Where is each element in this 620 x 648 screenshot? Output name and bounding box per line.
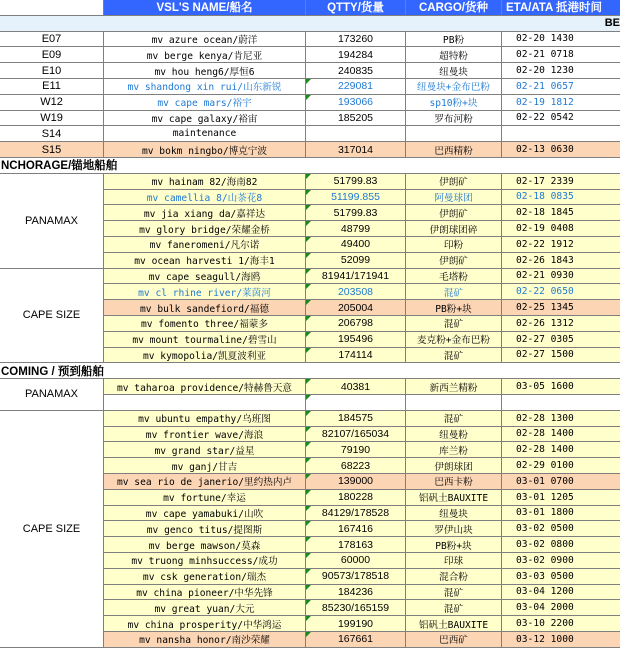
cargo-cell[interactable]: 印球 bbox=[406, 553, 502, 569]
eta-cell[interactable]: 02-28 1300 bbox=[502, 411, 620, 427]
eta-cell[interactable]: 02-19 0408 bbox=[502, 221, 620, 237]
quantity-cell[interactable]: 206798 bbox=[306, 316, 406, 332]
berth-code-cell[interactable]: E09 bbox=[0, 47, 104, 63]
eta-cell[interactable] bbox=[502, 395, 620, 411]
cargo-cell[interactable]: 混矿 bbox=[406, 600, 502, 616]
eta-cell[interactable]: 02-26 1843 bbox=[502, 253, 620, 269]
quantity-cell[interactable]: 173260 bbox=[306, 32, 406, 48]
vessel-name-cell[interactable]: mv mount tourmaline/碧雪山 bbox=[104, 332, 306, 348]
eta-cell[interactable]: 02-19 1812 bbox=[502, 95, 620, 111]
cargo-cell[interactable]: 新西兰精粉 bbox=[406, 379, 502, 395]
vessel-name-cell[interactable]: mv taharoa providence/特赫鲁天意 bbox=[104, 379, 306, 395]
quantity-cell[interactable]: 178163 bbox=[306, 537, 406, 553]
vessel-name-cell[interactable]: mv bulk sandefiord/福德 bbox=[104, 300, 306, 316]
quantity-cell[interactable]: 180228 bbox=[306, 490, 406, 506]
comment-indicator-icon bbox=[306, 474, 311, 479]
eta-cell[interactable]: 03-03 0500 bbox=[502, 569, 620, 585]
eta-cell[interactable]: 02-20 1230 bbox=[502, 63, 620, 79]
vessel-name-cell[interactable]: mv hainam 82/海南82 bbox=[104, 174, 306, 190]
vessel-name-cell[interactable]: mv hou heng6/厚恒6 bbox=[104, 63, 306, 79]
quantity-cell[interactable]: 40381 bbox=[306, 379, 406, 395]
anchorage-section-header-label[interactable]: NCHORAGE/锚地船舶 bbox=[0, 158, 620, 174]
eta-cell[interactable]: 03-01 0700 bbox=[502, 474, 620, 490]
eta-cell[interactable]: 03-12 1000 bbox=[502, 632, 620, 648]
berth-code-cell[interactable]: S15 bbox=[0, 142, 104, 158]
comment-indicator-icon bbox=[306, 379, 311, 384]
eta-cell[interactable]: 02-22 1912 bbox=[502, 237, 620, 253]
eta-cell[interactable]: 02-21 0657 bbox=[502, 79, 620, 95]
eta-cell[interactable]: 02-27 0305 bbox=[502, 332, 620, 348]
berth-band-label[interactable]: BE bbox=[0, 16, 620, 32]
berth-code-cell[interactable]: E10 bbox=[0, 63, 104, 79]
vessel-name-cell[interactable]: mv camellia 8/山茶花8 bbox=[104, 190, 306, 206]
eta-cell[interactable]: 03-02 0800 bbox=[502, 537, 620, 553]
quantity-cell[interactable]: 193066 bbox=[306, 95, 406, 111]
eta-cell[interactable]: 02-13 0630 bbox=[502, 142, 620, 158]
eta-cell[interactable] bbox=[502, 126, 620, 142]
comment-indicator-icon bbox=[306, 521, 311, 526]
quantity-cell[interactable]: 51799.83 bbox=[306, 174, 406, 190]
vessel-name-cell[interactable]: mv ubuntu empathy/乌班图 bbox=[104, 411, 306, 427]
vessel-name-cell[interactable]: mv berge mawson/莫森 bbox=[104, 537, 306, 553]
vessel-name-cell[interactable]: mv shandong xin rui/山东新锐 bbox=[104, 79, 306, 95]
quantity-cell[interactable]: 199190 bbox=[306, 616, 406, 632]
vessel-name-cell[interactable]: mv glory bridge/荣耀金桥 bbox=[104, 221, 306, 237]
quantity-cell[interactable]: 167416 bbox=[306, 521, 406, 537]
cargo-cell[interactable]: 库兰粉 bbox=[406, 442, 502, 458]
cargo-cell[interactable]: 伊朗矿 bbox=[406, 205, 502, 221]
comment-indicator-icon bbox=[306, 537, 311, 542]
quantity-cell[interactable]: 48799 bbox=[306, 221, 406, 237]
comment-indicator-icon bbox=[306, 490, 311, 495]
eta-cell[interactable]: 03-05 1600 bbox=[502, 379, 620, 395]
cargo-cell[interactable]: 伊朗矿 bbox=[406, 174, 502, 190]
comment-indicator-icon bbox=[306, 284, 311, 289]
eta-cell[interactable]: 03-01 1205 bbox=[502, 490, 620, 506]
comment-indicator-icon bbox=[306, 332, 311, 337]
quantity-cell[interactable]: 60000 bbox=[306, 553, 406, 569]
vessel-name-cell[interactable]: mv jia xiang da/嘉祥达 bbox=[104, 205, 306, 221]
berth-row bbox=[0, 142, 620, 158]
berth-row bbox=[0, 126, 620, 142]
quantity-cell[interactable]: 205004 bbox=[306, 300, 406, 316]
comment-indicator-icon bbox=[306, 442, 311, 447]
cargo-cell[interactable]: PB粉+块 bbox=[406, 300, 502, 316]
cargo-cell[interactable]: 阿曼球团 bbox=[406, 190, 502, 206]
quantity-cell[interactable]: 184575 bbox=[306, 411, 406, 427]
category-label: CAPE SIZE bbox=[0, 269, 104, 364]
cargo-cell[interactable]: 纽曼块 bbox=[406, 506, 502, 522]
quantity-cell[interactable]: 203508 bbox=[306, 284, 406, 300]
cargo-cell[interactable]: 混矿 bbox=[406, 316, 502, 332]
berth-code-cell[interactable]: E07 bbox=[0, 32, 104, 48]
berth-row bbox=[0, 32, 620, 48]
eta-cell[interactable]: 02-22 0542 bbox=[502, 111, 620, 127]
comment-indicator-icon bbox=[306, 316, 311, 321]
berth-code-cell[interactable]: W19 bbox=[0, 111, 104, 127]
quantity-cell[interactable]: 49400 bbox=[306, 237, 406, 253]
quantity-cell[interactable]: 194284 bbox=[306, 47, 406, 63]
comment-indicator-icon bbox=[306, 411, 311, 416]
comment-indicator-icon bbox=[306, 253, 311, 258]
header-quantity[interactable]: QTTY/货量 bbox=[306, 0, 406, 16]
eta-cell[interactable]: 02-18 0835 bbox=[502, 190, 620, 206]
header-row bbox=[0, 0, 620, 16]
quantity-cell[interactable]: 184236 bbox=[306, 585, 406, 601]
cargo-cell[interactable] bbox=[406, 395, 502, 411]
cargo-cell[interactable]: 超特粉 bbox=[406, 47, 502, 63]
vessel-name-cell[interactable]: mv bokm ningbo/博克宁波 bbox=[104, 142, 306, 158]
berth-row bbox=[0, 111, 620, 127]
vessel-name-cell[interactable]: mv azure ocean/蔚洋 bbox=[104, 32, 306, 48]
incoming-section-header-label[interactable]: COMING / 预到船舶 bbox=[0, 363, 620, 379]
vessel-name-cell[interactable]: mv csk generation/瑞杰 bbox=[104, 569, 306, 585]
comment-indicator-icon bbox=[306, 600, 311, 605]
incoming-section-header bbox=[0, 363, 620, 379]
eta-cell[interactable]: 03-04 1200 bbox=[502, 585, 620, 601]
cargo-cell[interactable]: 毛塔粉 bbox=[406, 269, 502, 285]
vessel-name-cell[interactable] bbox=[104, 395, 306, 411]
quantity-cell[interactable]: 317014 bbox=[306, 142, 406, 158]
vessel-name-cell[interactable]: mv berge kenya/肯尼亚 bbox=[104, 47, 306, 63]
category-label: PANAMAX bbox=[0, 174, 104, 269]
eta-cell[interactable]: 03-04 2000 bbox=[502, 600, 620, 616]
comment-indicator-icon bbox=[306, 269, 311, 274]
comment-indicator-icon bbox=[306, 395, 311, 400]
vessel-name-cell[interactable]: mv cape galaxy/裕宙 bbox=[104, 111, 306, 127]
comment-indicator-icon bbox=[306, 300, 311, 305]
vessel-name-cell[interactable]: mv truong minhsuccess/成功 bbox=[104, 553, 306, 569]
berth-code-cell[interactable]: W12 bbox=[0, 95, 104, 111]
cargo-cell[interactable]: 麦克粉+金布巴粉 bbox=[406, 332, 502, 348]
quantity-cell[interactable]: 51199.855 bbox=[306, 190, 406, 206]
comment-indicator-icon bbox=[306, 79, 311, 84]
berth-section-band bbox=[0, 16, 620, 32]
quantity-cell[interactable]: 229081 bbox=[306, 79, 406, 95]
eta-cell[interactable]: 02-22 0650 bbox=[502, 284, 620, 300]
header-blank-cell[interactable] bbox=[0, 0, 104, 16]
berth-code-cell[interactable]: S14 bbox=[0, 126, 104, 142]
vessel-name-cell[interactable]: mv kymopolia/凯夏波利亚 bbox=[104, 348, 306, 364]
berth-code-cell[interactable]: E11 bbox=[0, 79, 104, 95]
comment-indicator-icon bbox=[306, 616, 311, 621]
eta-cell[interactable]: 02-28 1400 bbox=[502, 427, 620, 443]
berth-row bbox=[0, 95, 620, 111]
vessel-name-cell[interactable]: mv grand star/益星 bbox=[104, 442, 306, 458]
cargo-cell[interactable]: 罗伊山块 bbox=[406, 521, 502, 537]
cargo-cell[interactable]: 混矿 bbox=[406, 284, 502, 300]
cargo-cell[interactable]: 混合粉 bbox=[406, 569, 502, 585]
vessel-name-cell[interactable]: mv fomento three/福蒙多 bbox=[104, 316, 306, 332]
comment-indicator-icon bbox=[306, 427, 311, 432]
cargo-cell[interactable]: 巴西卡粉 bbox=[406, 474, 502, 490]
eta-cell[interactable]: 03-02 0500 bbox=[502, 521, 620, 537]
comment-indicator-icon bbox=[306, 458, 311, 463]
vessel-name-cell[interactable]: mv fortune/幸运 bbox=[104, 490, 306, 506]
comment-indicator-icon bbox=[306, 95, 311, 100]
comment-indicator-icon bbox=[306, 585, 311, 590]
comment-indicator-icon bbox=[306, 237, 311, 242]
eta-cell[interactable]: 02-27 1500 bbox=[502, 348, 620, 364]
eta-cell[interactable]: 02-18 1845 bbox=[502, 205, 620, 221]
vessel-name-cell[interactable]: mv frontier wave/海浪 bbox=[104, 427, 306, 443]
vessel-name-cell[interactable]: mv cape mars/裕宇 bbox=[104, 95, 306, 111]
vessel-name-cell[interactable]: mv cl rhine river/莱茵河 bbox=[104, 284, 306, 300]
cargo-cell[interactable]: 纽曼块+金布巴粉 bbox=[406, 79, 502, 95]
cargo-cell[interactable]: 铝矾土BAUXITE bbox=[406, 490, 502, 506]
vessel-name-cell[interactable]: mv china prosperity/中华鸿运 bbox=[104, 616, 306, 632]
anchorage-section-header bbox=[0, 158, 620, 174]
cargo-cell[interactable]: sp10粉+块 bbox=[406, 95, 502, 111]
eta-cell[interactable]: 02-29 0100 bbox=[502, 458, 620, 474]
cargo-cell[interactable]: 混矿 bbox=[406, 585, 502, 601]
comment-indicator-icon bbox=[306, 553, 311, 558]
category-label: PANAMAX bbox=[0, 379, 104, 411]
eta-cell[interactable]: 02-21 0930 bbox=[502, 269, 620, 285]
quantity-cell[interactable]: 167661 bbox=[306, 632, 406, 648]
cargo-cell[interactable]: 混矿 bbox=[406, 348, 502, 364]
eta-cell[interactable]: 02-21 0718 bbox=[502, 47, 620, 63]
vessel-name-cell[interactable]: mv nansha honor/南沙荣耀 bbox=[104, 632, 306, 648]
eta-cell[interactable]: 03-01 1800 bbox=[502, 506, 620, 522]
vessel-name-cell[interactable]: mv great yuan/大元 bbox=[104, 600, 306, 616]
cargo-cell[interactable]: 铝矾土BAUXITE bbox=[406, 616, 502, 632]
berth-row bbox=[0, 63, 620, 79]
eta-cell[interactable]: 02-20 1430 bbox=[502, 32, 620, 48]
berth-row bbox=[0, 79, 620, 95]
quantity-cell[interactable]: 90573/178518 bbox=[306, 569, 406, 585]
vessel-name-cell[interactable]: mv faneromeni/凡尔诺 bbox=[104, 237, 306, 253]
eta-cell[interactable]: 02-17 2339 bbox=[502, 174, 620, 190]
vessel-name-cell[interactable]: mv cape yamabuki/山吹 bbox=[104, 506, 306, 522]
comment-indicator-icon bbox=[306, 506, 311, 511]
cargo-cell[interactable]: 巴西矿 bbox=[406, 632, 502, 648]
eta-cell[interactable]: 03-10 2200 bbox=[502, 616, 620, 632]
cargo-cell[interactable]: 纽曼块 bbox=[406, 63, 502, 79]
quantity-cell[interactable]: 195496 bbox=[306, 332, 406, 348]
berth-row bbox=[0, 47, 620, 63]
quantity-cell[interactable]: 51799.83 bbox=[306, 205, 406, 221]
comment-indicator-icon bbox=[306, 632, 311, 637]
quantity-cell[interactable]: 139000 bbox=[306, 474, 406, 490]
header-cargo[interactable]: CARGO/货种 bbox=[406, 0, 502, 16]
cargo-cell[interactable]: 伊朗矿 bbox=[406, 253, 502, 269]
cargo-cell[interactable]: 纽曼粉 bbox=[406, 427, 502, 443]
cargo-cell[interactable]: PB粉+块 bbox=[406, 537, 502, 553]
vessel-name-cell[interactable]: mv sea rio de janerio/里约热内卢 bbox=[104, 474, 306, 490]
comment-indicator-icon bbox=[306, 205, 311, 210]
cargo-cell[interactable]: 伊朗球团碎 bbox=[406, 221, 502, 237]
cargo-cell[interactable]: 伊朗球团 bbox=[406, 458, 502, 474]
vessel-name-cell[interactable]: mv ganj/甘吉 bbox=[104, 458, 306, 474]
comment-indicator-icon bbox=[306, 221, 311, 226]
vessel-name-cell[interactable]: maintenance bbox=[104, 126, 306, 142]
cargo-cell[interactable]: 巴西精粉 bbox=[406, 142, 502, 158]
quantity-cell[interactable]: 240835 bbox=[306, 63, 406, 79]
cargo-cell[interactable]: 罗布河粉 bbox=[406, 111, 502, 127]
quantity-cell[interactable]: 185205 bbox=[306, 111, 406, 127]
quantity-cell[interactable]: 52099 bbox=[306, 253, 406, 269]
cargo-cell[interactable]: PB粉 bbox=[406, 32, 502, 48]
quantity-cell[interactable]: 82107/165034 bbox=[306, 427, 406, 443]
vessel-name-cell[interactable]: mv genco titus/提图斯 bbox=[104, 521, 306, 537]
quantity-cell[interactable]: 81941/171941 bbox=[306, 269, 406, 285]
eta-cell[interactable]: 02-26 1312 bbox=[502, 316, 620, 332]
vessel-name-cell[interactable]: mv cape seagull/海鸥 bbox=[104, 269, 306, 285]
quantity-cell[interactable]: 85230/165159 bbox=[306, 600, 406, 616]
eta-cell[interactable]: 03-02 0900 bbox=[502, 553, 620, 569]
comment-indicator-icon bbox=[306, 348, 311, 353]
quantity-cell[interactable]: 79190 bbox=[306, 442, 406, 458]
header-eta[interactable]: ETA/ATA 抵港时间 bbox=[502, 0, 620, 16]
comment-indicator-icon bbox=[306, 569, 311, 574]
quantity-cell[interactable] bbox=[306, 395, 406, 411]
comment-indicator-icon bbox=[306, 190, 311, 195]
category-label: CAPE SIZE bbox=[0, 411, 104, 648]
quantity-cell[interactable]: 84129/178528 bbox=[306, 506, 406, 522]
quantity-cell[interactable]: 68223 bbox=[306, 458, 406, 474]
quantity-cell[interactable]: 174114 bbox=[306, 348, 406, 364]
eta-cell[interactable]: 02-25 1345 bbox=[502, 300, 620, 316]
comment-indicator-icon bbox=[306, 174, 311, 179]
cargo-cell[interactable] bbox=[406, 126, 502, 142]
vessel-name-cell[interactable]: mv ocean harvesti 1/海丰1 bbox=[104, 253, 306, 269]
quantity-cell[interactable] bbox=[306, 126, 406, 142]
eta-cell[interactable]: 02-28 1400 bbox=[502, 442, 620, 458]
vessel-name-cell[interactable]: mv china pioneer/中华先锋 bbox=[104, 585, 306, 601]
cargo-cell[interactable]: 混矿 bbox=[406, 411, 502, 427]
header-vessel-name[interactable]: VSL'S NAME/船名 bbox=[104, 0, 306, 16]
cargo-cell[interactable]: 印粉 bbox=[406, 237, 502, 253]
